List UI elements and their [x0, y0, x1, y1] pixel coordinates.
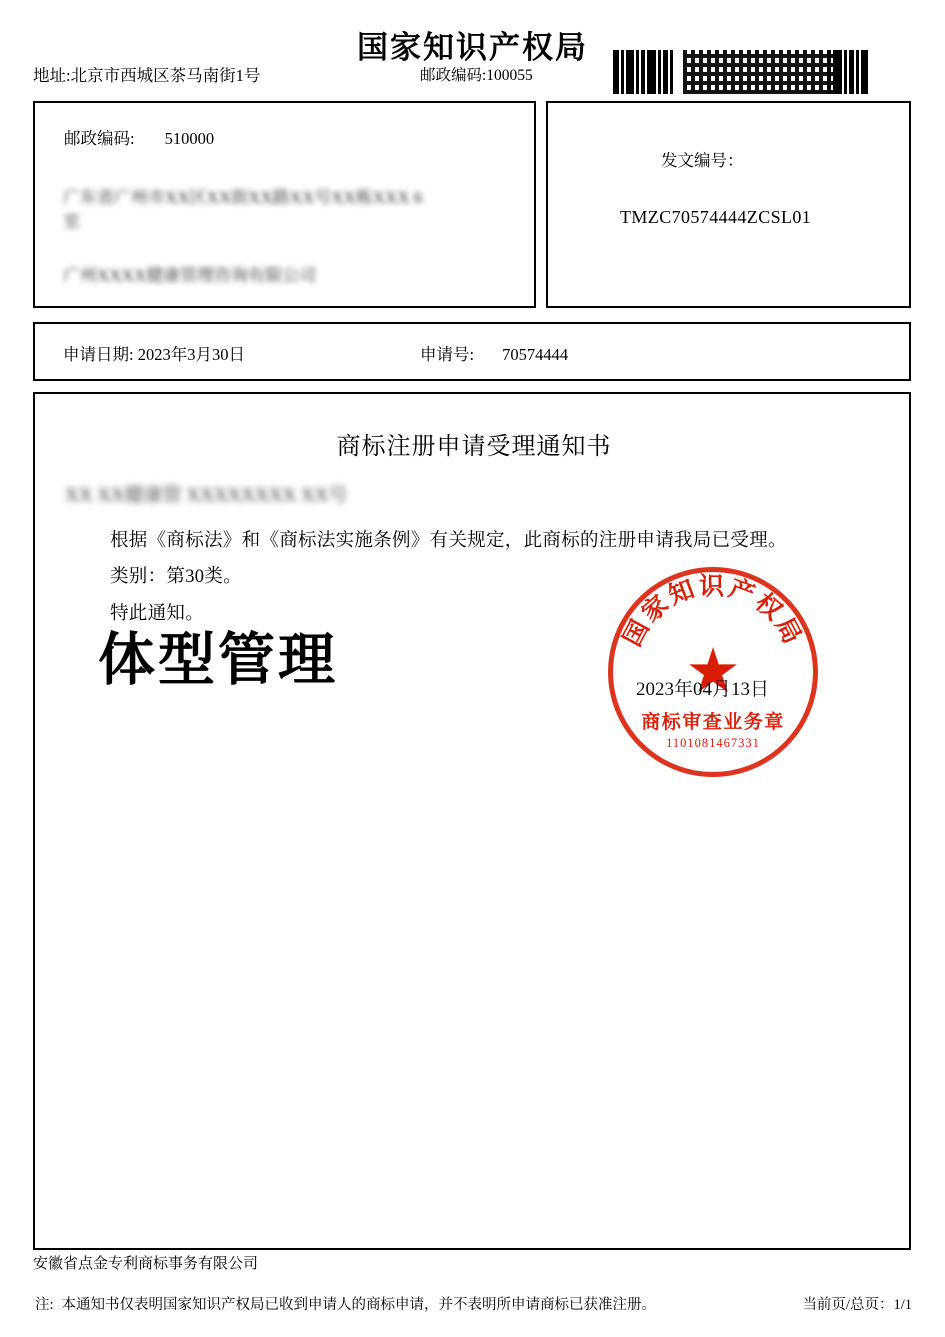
- issue-number-box: [546, 101, 911, 308]
- footer-note-text: 本通知书仅表明国家知识产权局已收到申请人的商标申请，并不表明所申请商标已获准注册。: [61, 1297, 657, 1313]
- official-seal: [608, 567, 818, 777]
- seal-date: 2023年04月13日: [636, 679, 770, 700]
- seal-bottom-label: 商标审查业务章: [641, 712, 785, 733]
- page-title: 国家知识产权局: [357, 30, 588, 65]
- agency-name: 安徽省点金专利商标事务有限公司: [33, 1256, 259, 1272]
- recipient-postcode-label: 邮政编码:: [64, 129, 135, 148]
- page-number: 当前页/总页：1/1: [802, 1297, 912, 1313]
- office-address: 地址:北京市西城区茶马南街1号: [33, 66, 261, 85]
- notice-paragraph-2: 类别：第30类。: [110, 567, 242, 587]
- recipient-postcode: [64, 125, 214, 149]
- office-postcode: 邮政编码:100055: [420, 67, 533, 84]
- recipient-address-line2: 室: [63, 212, 80, 231]
- seal-arc-label: 国家知识产权局: [619, 573, 807, 651]
- seal-code: 1101081467331: [666, 736, 760, 750]
- issue-number-value: TMZC70574444ZCSL01: [620, 207, 812, 227]
- notice-paragraph-3: 特此通知。: [110, 604, 205, 624]
- notice-body-box: [33, 392, 911, 1250]
- application-row: [33, 322, 911, 381]
- trademark-specimen: 体型管理: [98, 627, 338, 693]
- recipient-postcode-value: 510000: [164, 129, 215, 148]
- recipient-company-name: 广州XXXX健康管理咨询有限公司: [63, 266, 317, 285]
- redacted-mark-line: XX XX健康管 XXXXXXXX XX号: [65, 485, 348, 506]
- application-number-value: 70574444: [502, 345, 569, 364]
- qr-code-icon: [683, 50, 833, 94]
- issue-number-label: 发文编号：: [661, 151, 744, 170]
- footer-note: [35, 1293, 656, 1314]
- application-date-value: 2023年3月30日: [137, 345, 245, 364]
- application-date: [63, 341, 245, 365]
- recipient-address-line1: 广东省广州市XX区XX街XX路XX号XX栋XXX 6: [63, 188, 423, 207]
- notice-paragraph-1: 根据《商标法》和《商标法实施条例》有关规定，此商标的注册申请我局已受理。: [110, 531, 787, 551]
- notice-title: 商标注册申请受理通知书: [336, 434, 612, 460]
- footer-note-label: 注:: [35, 1297, 54, 1313]
- application-date-label: 申请日期:: [63, 345, 134, 364]
- application-number: [420, 341, 568, 365]
- application-number-label: 申请号:: [420, 345, 475, 364]
- recipient-box: [33, 101, 536, 308]
